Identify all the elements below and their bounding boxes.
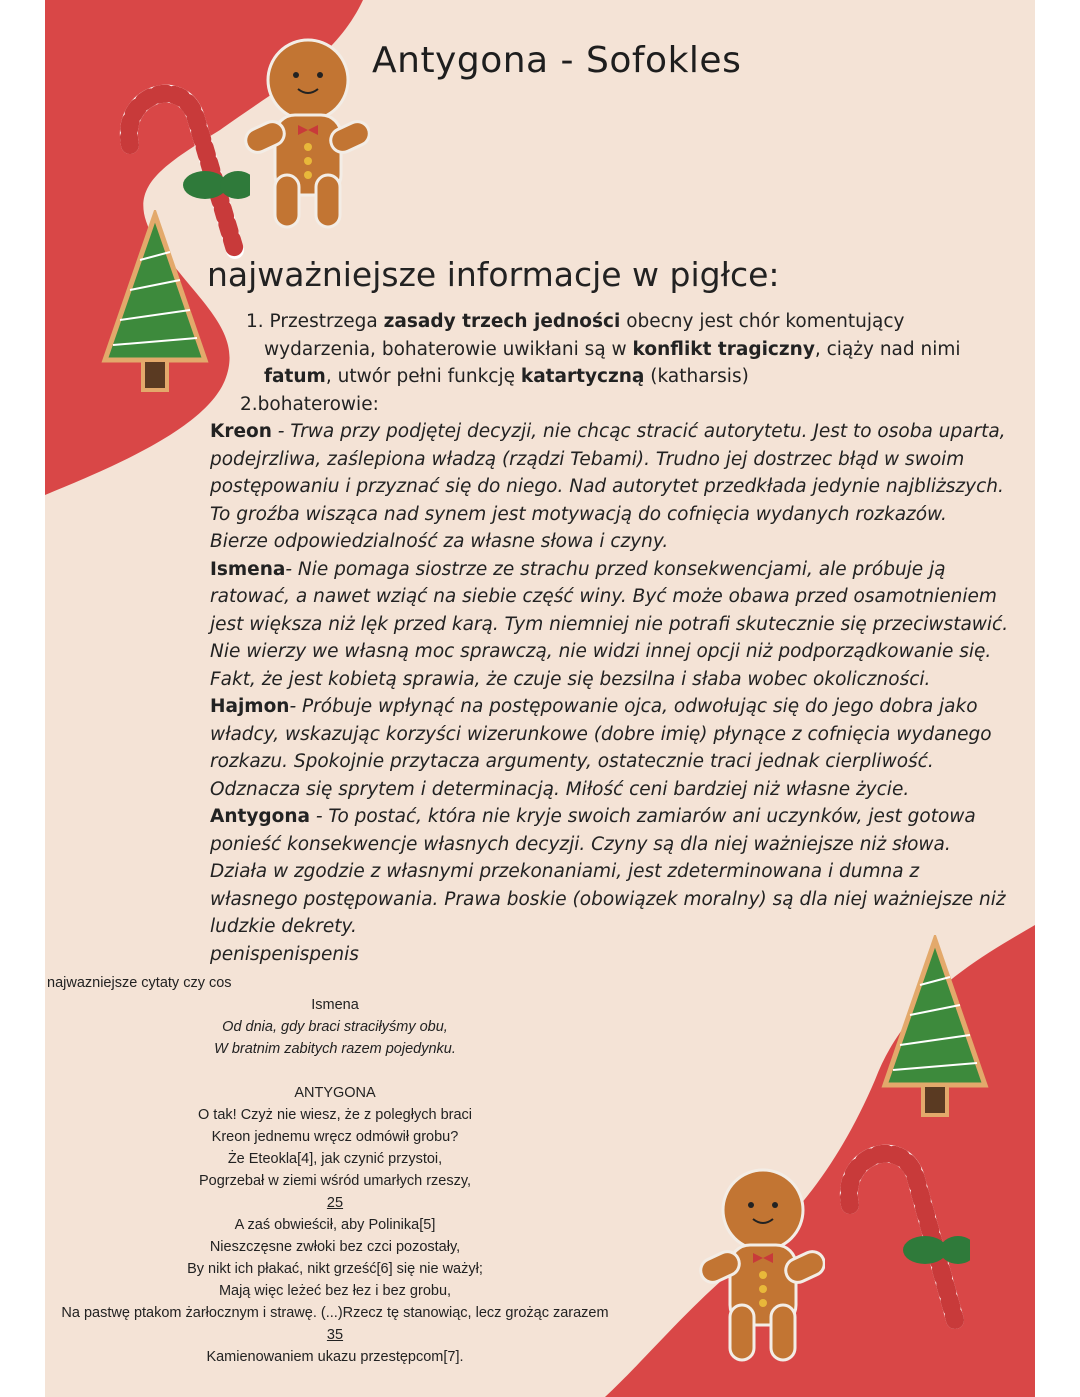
- quote-line: A zaś obwieścił, aby Polinika[5]: [234, 1217, 436, 1233]
- quote-line: By nikt ich płakać, nikt grześć[6] się nie ważył;: [187, 1261, 483, 1277]
- character-kreon: [210, 418, 1010, 556]
- speaker-label: ANTYGONA: [294, 1085, 376, 1101]
- document-page: [45, 0, 1035, 1397]
- list-item: [232, 308, 1010, 391]
- character-name: Antygona: [210, 806, 310, 827]
- quote-line: Kamienowaniem ukazu przestępcom[7].: [206, 1349, 464, 1365]
- quote-line: Nieszczęsne zwłoki bez czci pozostały,: [209, 1239, 461, 1255]
- character-name: Hajmon: [210, 696, 290, 717]
- character-description: - Trwa przy podjętej decyzji, nie chcąc stracić autorytetu. Jest to osoba uparta, podejrzliwa, zaślepiona władzą (rządzi Tebami). Trudno jej dostrzec błąd w swoim postępowaniu i przyznać się do niego. Nad autorytet przedkłada jedynie najbliższych. To groźba wisząca nad synem jest motywacją do cofnięcia wydanych rozkazów. Bierze odpowiedzialność za własne słowa i czyny.: [210, 421, 1006, 552]
- list-number: 1.: [246, 311, 264, 332]
- bold-term: zasady trzech jedności: [383, 311, 621, 332]
- text: , ciąży nad nimi: [814, 338, 961, 360]
- page-title: Antygona - Sofokles: [372, 40, 742, 81]
- character-hajmon: [210, 693, 1010, 803]
- line-number-link[interactable]: 25: [326, 1195, 344, 1211]
- text: obecny jest chór komentujący wydarzenia, bohaterowie uwikłani są w: [264, 311, 905, 360]
- list-item: 2.bohaterowie:: [240, 393, 379, 415]
- quote-line: Pogrzebał w ziemi wśród umarłych rzeszy,: [198, 1173, 472, 1189]
- character-description: - Nie pomaga siostrze ze strachu przed konsekwencjami, ale próbuje ją ratować, a nawet wziąć na siebie część winy. Być może obawa przed osamotnieniem jest większa niż lęk przed karą. Tym niemniej nie potrafi skutecznie się przeciwstawić. Nie wierzy we własną moc sprawczą, nie widzi innej opcji niż podporządkowanie się. Fakt, że jest kobietą sprawia, że czuje się bezsilna i słaba wobec okoliczności.: [210, 558, 1009, 690]
- trailing-italic: penispenispenis: [210, 943, 359, 965]
- bold-term: fatum: [264, 366, 326, 387]
- quotes-section: [45, 972, 625, 1368]
- character-description: - Próbuje wpłynąć na postępowanie ojca, odwołując się do jego dobra jako władcy, wskazując korzyści wizerunkowe (dobre imię) płynące z cofnięcia wydanego rozkazu. Spokojnie przytacza argumenty, ostatecznie traci jednak cierpliwość. Odznacza się sprytem i determinacją. Miłość ceni bardziej niż własne życie.: [210, 696, 992, 800]
- info-list: [210, 308, 1010, 968]
- quote-line: Mają więc leżeć bez łez i bez grobu,: [218, 1283, 452, 1299]
- quotes-header: najwazniejsze cytaty czy cos: [47, 975, 232, 991]
- line-number-link[interactable]: 35: [326, 1327, 344, 1343]
- speaker-label: Ismena: [311, 997, 359, 1013]
- quote-line: Kreon jednemu wręcz odmówił grobu?: [211, 1129, 459, 1145]
- character-antygona: [210, 803, 1010, 941]
- text: (katharsis): [644, 366, 749, 387]
- christmas-tree-icon: [95, 210, 215, 400]
- quote-block-ismena: [45, 994, 625, 1368]
- character-name: Kreon: [210, 421, 272, 442]
- bold-term: katartyczną: [520, 366, 645, 387]
- gingerbread-man-icon: [695, 1165, 825, 1375]
- quote-line: W bratnim zabitych razem pojedynku.: [214, 1041, 456, 1057]
- character-name: Ismena: [210, 558, 286, 580]
- character-description: - To postać, która nie kryje swoich zamiarów ani uczynków, jest gotowa ponieść konsekwencje własnych decyzji. Czyny są dla niej ważniejsze niż słowa. Działa w zgodzie z własnymi przekonaniami, jest zdeterminowana i dumna z własnego postępowania. Prawa boskie (obowiązek moralny) są dla niej ważniejsze niż ludzkie dekrety.: [210, 806, 1006, 937]
- character-ismena: [210, 556, 1010, 694]
- text: Przestrzega: [263, 311, 384, 332]
- text: , utwór pełni funkcję: [325, 366, 521, 387]
- trailing-text: [210, 941, 1010, 969]
- gingerbread-man-icon: [240, 25, 370, 230]
- quote-line: Od dnia, gdy braci straciłyśmy obu,: [222, 1019, 448, 1035]
- quote-line: Na pastwę ptakom żarłocznym i strawę. (...)Rzecz tę stanowiąc, lecz grożąc zarazem: [61, 1305, 609, 1321]
- characters-section: [210, 418, 1010, 968]
- section-heading: najważniejsze informacje w pigłce:: [207, 255, 780, 294]
- quote-line: Że Eteokla[4], jak czynić przystoi,: [227, 1151, 443, 1167]
- candy-cane-icon: [830, 1135, 970, 1335]
- bold-term: konflikt tragiczny: [632, 338, 815, 360]
- quote-line: O tak! Czyż nie wiesz, że z poległych braci: [198, 1107, 472, 1123]
